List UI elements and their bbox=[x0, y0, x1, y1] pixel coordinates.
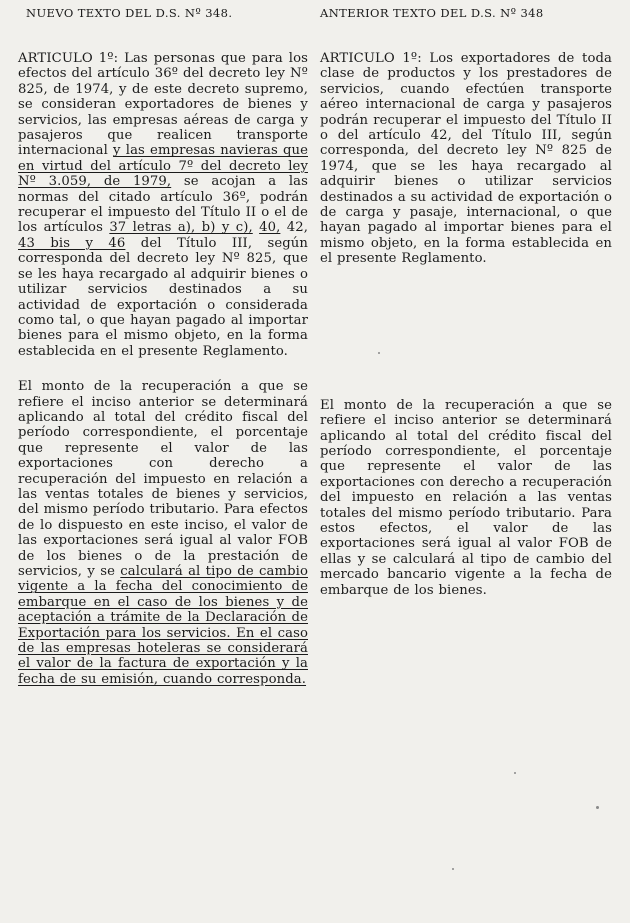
underlined-amendment-text: 37 letras a), b) y c), bbox=[109, 220, 253, 236]
underlined-amendment-text: 40, bbox=[259, 220, 281, 236]
previous-article-1-paragraph bbox=[320, 51, 612, 267]
previous-text-column bbox=[320, 6, 612, 598]
underlined-amendment-text: 43 bis y 46 bbox=[18, 235, 126, 251]
new-text-column bbox=[18, 6, 308, 687]
paragraph-text: ARTICULO 1º: Las personas que para los efectos del artículo 36º del decreto ley Nº 825, de 1974, y de este decreto supremo, se consideran exportadores de bienes y servicios, las empresas aéreas de carga y pasajeros que realicen transporte internacional bbox=[18, 51, 308, 159]
paragraph-text: 42, bbox=[280, 220, 309, 236]
underlined-amendment-text: y las empresas navieras que en virtud del artículo 7º del decreto ley Nº 3.059, de 1979, bbox=[18, 143, 308, 190]
new-recovery-amount-paragraph bbox=[18, 379, 308, 687]
new-text-heading: NUEVO TEXTO DEL D.S. Nº 348. bbox=[26, 6, 233, 20]
new-article-1-paragraph bbox=[18, 51, 308, 359]
previous-recovery-amount-paragraph bbox=[320, 398, 612, 598]
underlined-amendment-text: calculará al tipo de cambio vigente a la fecha del conocimiento de embarque en el caso de los bienes y de aceptación a trámite de la Declaración de Exportación para los servicios. En el caso de las empresas hoteleras se considerará el valor de la factura de exportación y la fecha de su emisión, cuando corresponda. bbox=[18, 564, 308, 687]
paragraph-text: El monto de la recuperación a que se refiere el inciso anterior se determinará aplicando al total del crédito fiscal del período correspondiente, el porcentaje que represente el valor de las exportaciones con derecho a recuperación del impuesto en relación a las ventas totales de bienes y servicios, del mismo período tributario. Para efectos de lo dispuesto en este inciso, el valor de las exportaciones será igual al valor FOB de los bienes o de la prestación de servicios, y se bbox=[18, 379, 308, 579]
paragraph-text: se acojan a las normas del citado artículo 36º, podrán recuperar el impuesto del Título II o el de los artículos bbox=[18, 174, 308, 236]
paragraph-text: El monto de la recuperación a que se refiere el inciso anterior se determinará aplicando al total del crédito fiscal del período correspondiente, el porcentaje que represente el valor de las exportaciones con derecho a recuperación del impuesto en relación a las ventas totales del mismo período tributario. Para estos efectos, el valor de las exportaciones será igual al valor FOB de ellas y se calculará al tipo de cambio del mercado bancario vigente a la fecha de embarque de los bienes. bbox=[320, 397, 612, 598]
paragraph-text: del Título III, según corresponda del decreto ley Nº 825, que se les haya recargado al adquirir bienes o utilizar servicios destinados a su actividad de exportación o considerada como tal, o que hayan pagado al importar bienes para el mismo objeto, en la forma establecida en el presente Reglamento. bbox=[18, 235, 308, 359]
previous-text-heading: ANTERIOR TEXTO DEL D.S. Nº 348 bbox=[320, 6, 544, 20]
paragraph-text: ARTICULO 1º: Los exportadores de toda clase de productos y los prestadores de servicios, cuando efectúen transporte aéreo internacional de carga y pasajeros podrán recuperar el impuesto del Título II o del artículo 42, del Título III, según corresponda, del decreto ley Nº 825 de 1974, que se les haya recargado al adquirir bienes o utilizar servicios destinados a su actividad de exportación o de carga y pasaje, internacional, o que hayan pagado al importar bienes para el mismo objeto, en la forma establecida en el presente Reglamento. bbox=[320, 51, 612, 267]
